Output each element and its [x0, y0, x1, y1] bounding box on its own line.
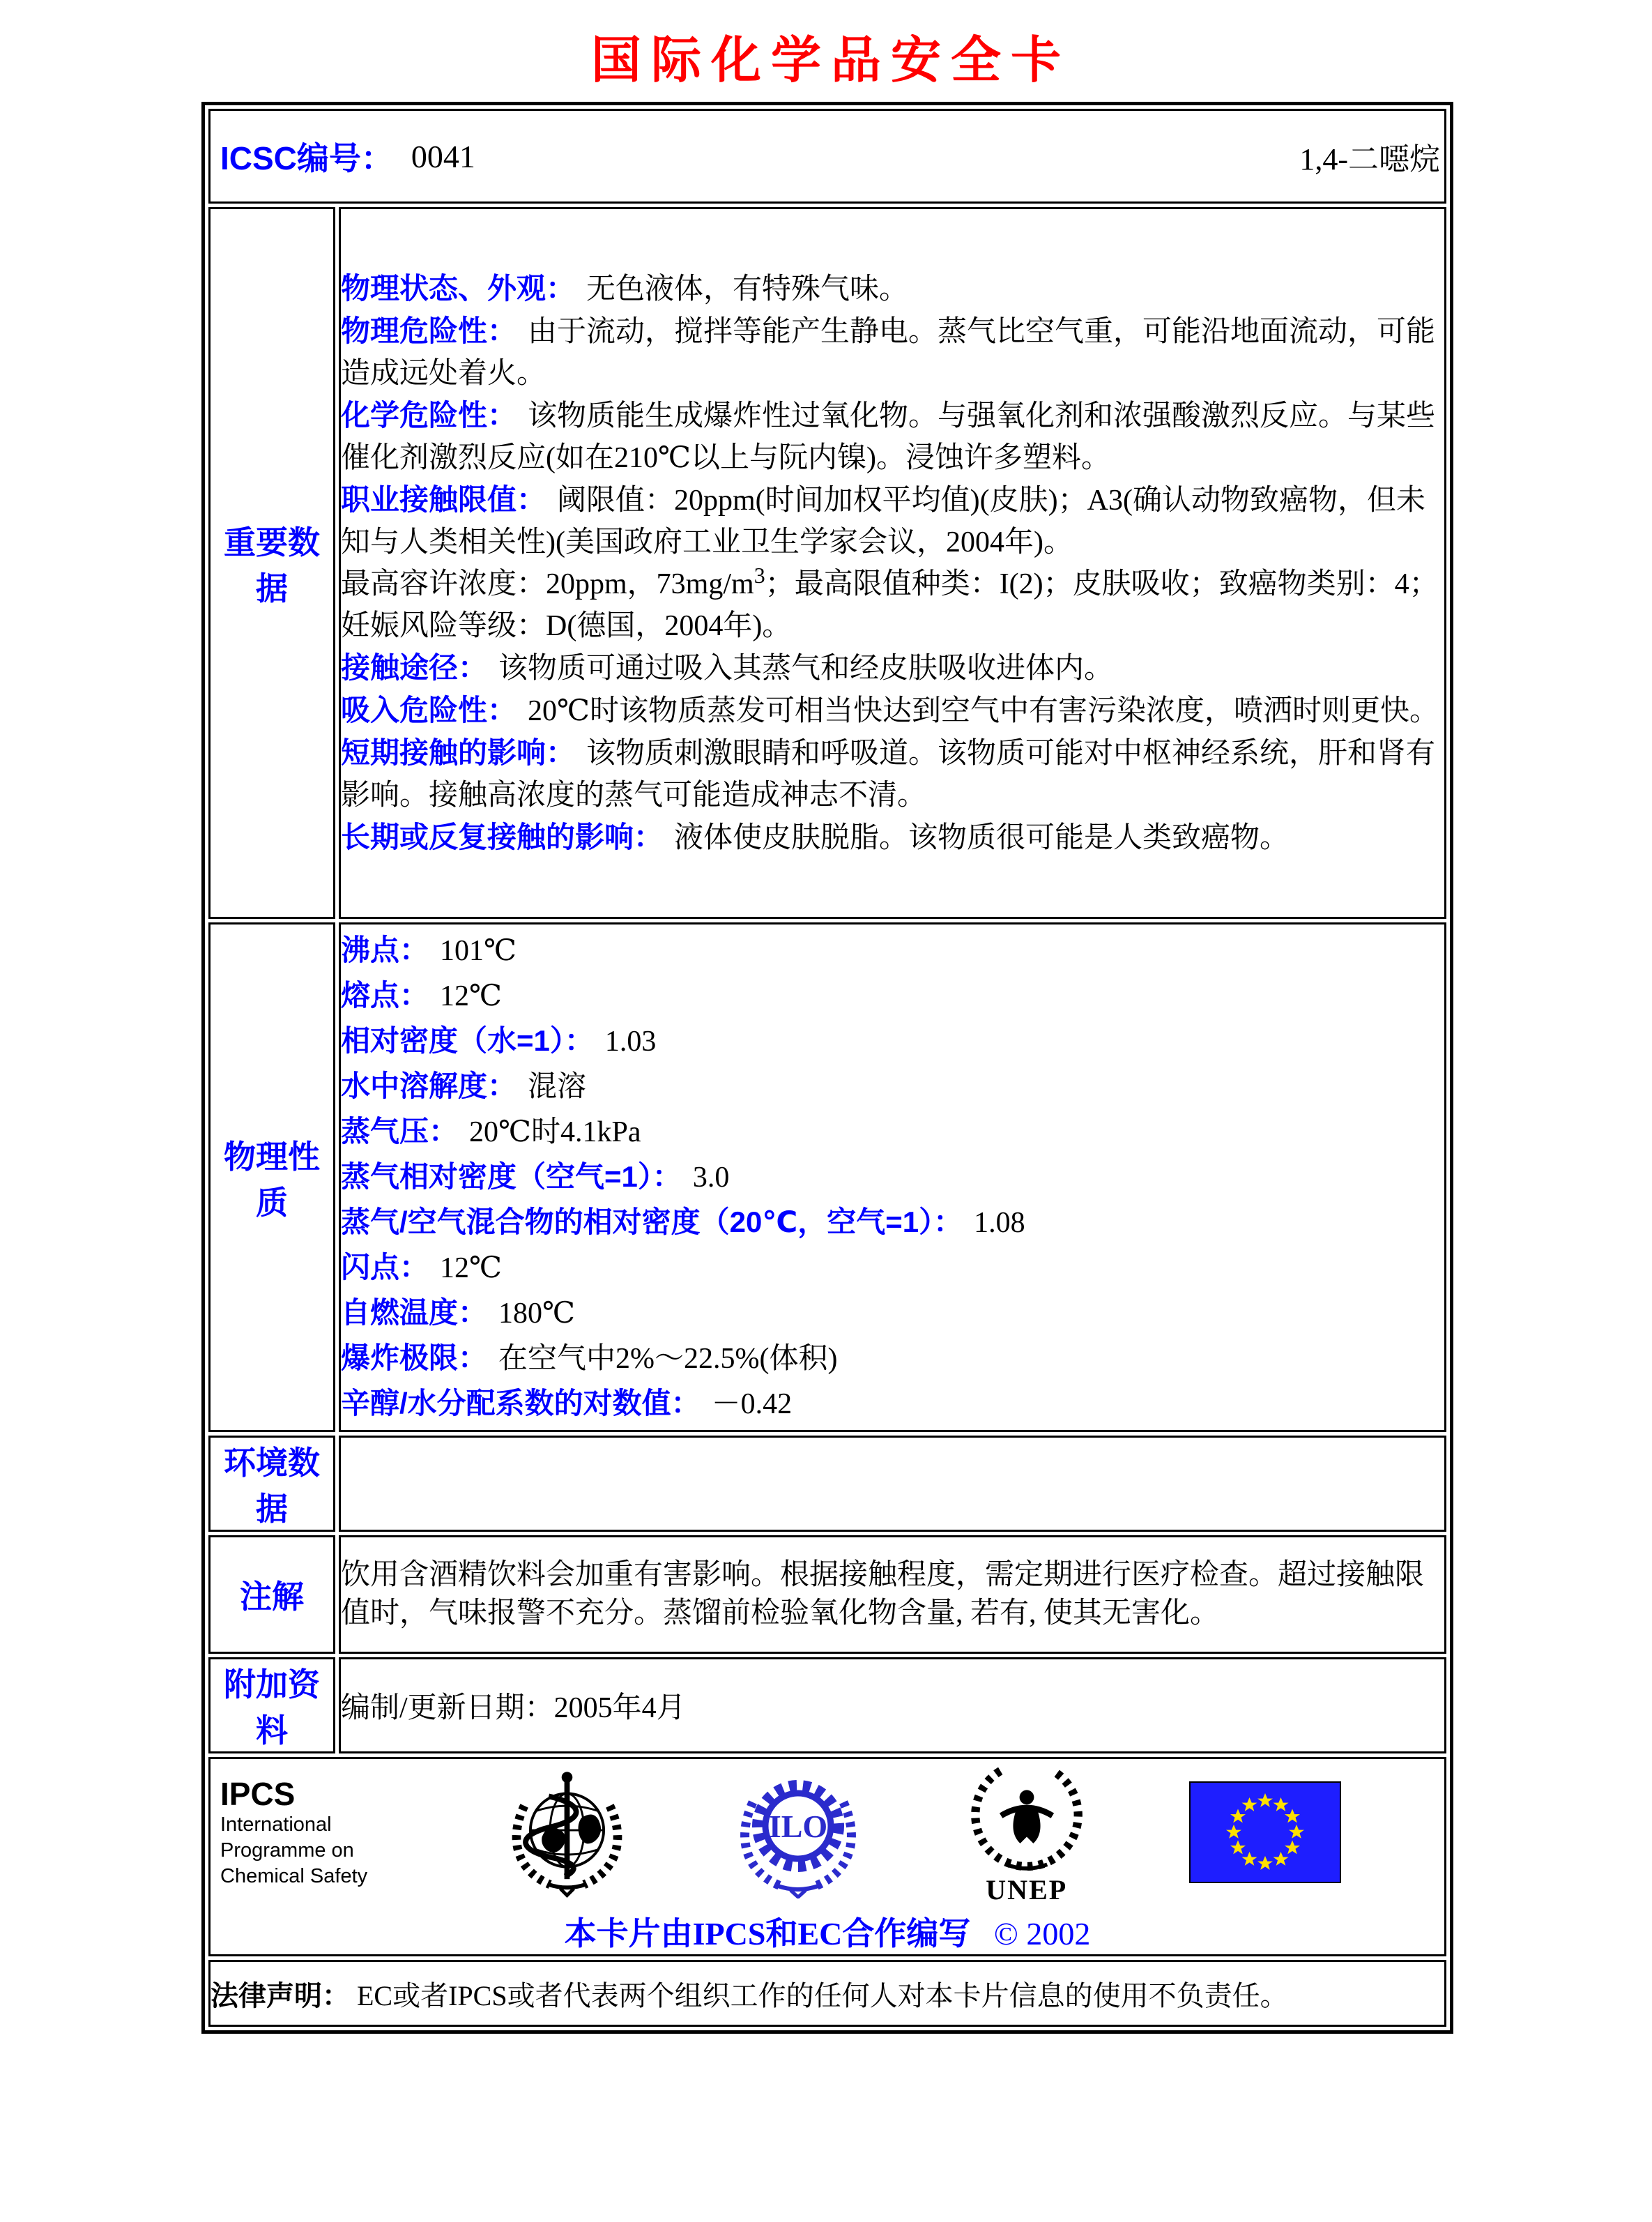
field-label: 相对密度（水=1）：	[341, 1024, 594, 1057]
important-data-row	[208, 207, 1446, 919]
physical-properties-content	[339, 922, 1446, 1432]
physical-item	[341, 928, 1444, 973]
field-label: 沸点：	[341, 934, 429, 966]
additional-info-content: 编制/更新日期：2005年4月	[339, 1657, 1446, 1753]
field-label: 接触途径：	[341, 650, 488, 684]
icsc-card-table	[201, 102, 1453, 2034]
field-label: 蒸气相对密度（空气=1）：	[341, 1160, 682, 1193]
header-cell	[208, 109, 1446, 204]
eu-flag-icon	[1189, 1781, 1341, 1883]
important-item	[341, 268, 1444, 310]
field-value: 180℃	[498, 1298, 575, 1330]
field-label: 自燃温度：	[341, 1296, 488, 1329]
field-label: 蒸气/空气混合物的相对密度（20℃，空气=1）：	[341, 1205, 963, 1238]
unep-logo-block	[964, 1759, 1089, 1906]
field-text: ；最高限值种类：I(2)；皮肤吸收；致癌物类别：4；妊娠风险等级：D(德国，2004年)。	[341, 568, 1439, 642]
important-item	[341, 690, 1444, 732]
field-label: 物理状态、外观：	[341, 271, 576, 305]
physical-item	[341, 1336, 1444, 1381]
field-text: 最高容许浓度：20ppm，73mg/m	[341, 568, 754, 600]
unep-figure	[1001, 1790, 1053, 1843]
field-label: 短期接触的影响：	[341, 736, 576, 769]
environment-data-row	[208, 1436, 1446, 1532]
environment-data-content	[339, 1436, 1446, 1532]
field-label: 爆炸极限：	[341, 1341, 488, 1374]
physical-item	[341, 1155, 1444, 1200]
logos-band	[211, 1759, 1444, 1905]
notes-content: 饮用含酒精饮料会加重有害影响。根据接触程度，需定期进行医疗检查。超过接触限值时，气味报警不充分。蒸馏前检验氧化物含量, 若有, 使其无害化。	[339, 1535, 1446, 1654]
section-label-environment: 环境数据	[208, 1436, 335, 1532]
field-label: 化学危险性：	[341, 398, 517, 432]
field-value: 1.03	[604, 1026, 657, 1058]
important-item	[341, 816, 1444, 859]
ilo-logo-icon	[732, 1766, 864, 1898]
field-value: 101℃	[440, 935, 517, 967]
field-label: 职业接触限值：	[341, 482, 546, 516]
field-text: 该物质可通过吸入其蒸气和经皮肤吸收进体内。	[498, 652, 1114, 685]
logos-row	[208, 1757, 1446, 1956]
copyright-text: © 2002	[993, 1916, 1091, 1951]
field-label: 吸入危险性：	[341, 693, 517, 726]
important-item	[341, 647, 1444, 690]
field-label: 辛醇/水分配系数的对数值：	[341, 1387, 701, 1420]
section-label-additional: 附加资料	[208, 1657, 335, 1753]
field-text: 该物质能生成爆炸性过氧化物。与强氧化剂和浓强酸激烈反应。与某些催化剂激烈反应(如在210℃以上与阮内镍)。浸蚀许多塑料。	[341, 399, 1436, 474]
important-item	[341, 479, 1444, 563]
field-text: 由于流动，搅拌等能产生静电。蒸气比空气重，可能沿地面流动，可能造成远处着火。	[341, 315, 1436, 390]
legal-label: 法律声明：	[211, 1980, 350, 2011]
important-data-content	[339, 207, 1446, 919]
notes-row	[208, 1535, 1446, 1654]
ipcs-line: International	[220, 1813, 332, 1836]
cooperation-caption	[211, 1908, 1444, 1954]
field-text: 无色液体，有特殊气味。	[586, 273, 909, 305]
physical-item	[341, 1019, 1444, 1064]
important-item	[341, 732, 1444, 816]
additional-info-row	[208, 1657, 1446, 1753]
field-label: 水中溶解度：	[341, 1070, 517, 1102]
field-value: 12℃	[440, 1252, 502, 1284]
ipcs-line: Programme on	[220, 1839, 354, 1862]
caption-text: 本卡片由IPCS和EC合作编写	[564, 1916, 971, 1951]
section-label-physical: 物理性质	[208, 922, 335, 1432]
field-value: 20℃时4.1kPa	[469, 1116, 641, 1148]
field-value: 3.0	[692, 1162, 730, 1194]
physical-item	[341, 1064, 1444, 1109]
section-label-notes: 注解	[208, 1535, 335, 1654]
who-logo-icon	[503, 1766, 632, 1898]
legal-cell	[208, 1960, 1446, 2027]
physical-properties-row	[208, 922, 1446, 1432]
field-text: 阈限值：20ppm(时间加权平均值)(皮肤)；A3(确认动物致癌物，但未知与人类相关性)(美国政府工业卫生学家会议，2004年)。	[341, 484, 1425, 558]
important-item	[341, 563, 1444, 647]
unep-wordmark: UNEP	[986, 1873, 1068, 1905]
field-value: 在空气中2%～22.5%(体积)	[498, 1343, 838, 1375]
ilo-monogram-text: ILO	[768, 1809, 827, 1844]
field-value: 混溶	[528, 1071, 587, 1103]
chemical-name: 1,4-二噁烷	[1299, 142, 1440, 176]
icsc-number-value: 0041	[411, 138, 475, 174]
field-label: 熔点：	[341, 979, 429, 1012]
icsc-number-group	[220, 133, 475, 179]
field-value: 1.08	[974, 1207, 1025, 1239]
legal-text: EC或者IPCS或者代表两个组织工作的任何人对本卡片信息的使用不负责任。	[357, 1979, 1288, 2011]
ipcs-acronym: IPCS	[220, 1775, 296, 1812]
physical-item	[341, 1245, 1444, 1291]
physical-item	[341, 1291, 1444, 1336]
section-label-important: 重要数据	[208, 207, 335, 919]
ipcs-line: Chemical Safety	[220, 1864, 368, 1887]
physical-item	[341, 1200, 1444, 1245]
page-title: 国际化学品安全卡	[590, 33, 1071, 89]
unep-logo-icon	[964, 1759, 1089, 1879]
important-item	[341, 395, 1444, 479]
field-text: 该物质刺激眼睛和呼吸道。该物质可能对中枢神经系统，肝和肾有影响。接触高浓度的蒸气可能造成神志不清。	[341, 737, 1436, 812]
header-content	[211, 133, 1444, 179]
logos-cell	[208, 1757, 1446, 1956]
physical-item	[341, 973, 1444, 1019]
field-label: 物理危险性：	[341, 314, 517, 347]
field-label: 闪点：	[341, 1251, 429, 1284]
icsc-number-label: ICSC编号：	[220, 140, 393, 176]
field-value: 12℃	[440, 980, 502, 1012]
field-label: 蒸气压：	[341, 1115, 459, 1148]
physical-item	[341, 1109, 1444, 1155]
important-item	[341, 310, 1444, 395]
header-row	[208, 109, 1446, 204]
field-label: 长期或反复接触的影响：	[341, 820, 664, 853]
superscript: 3	[754, 562, 765, 588]
field-text: 液体使皮肤脱脂。该物质很可能是人类致癌物。	[674, 821, 1290, 854]
field-value: －0.42	[711, 1388, 793, 1420]
legal-row	[208, 1960, 1446, 2027]
ipcs-text-block	[220, 1776, 403, 1889]
physical-item	[341, 1381, 1444, 1426]
field-text: 20℃时该物质蒸发可相当快达到空气中有害污染浓度，喷洒时则更快。	[528, 694, 1439, 727]
